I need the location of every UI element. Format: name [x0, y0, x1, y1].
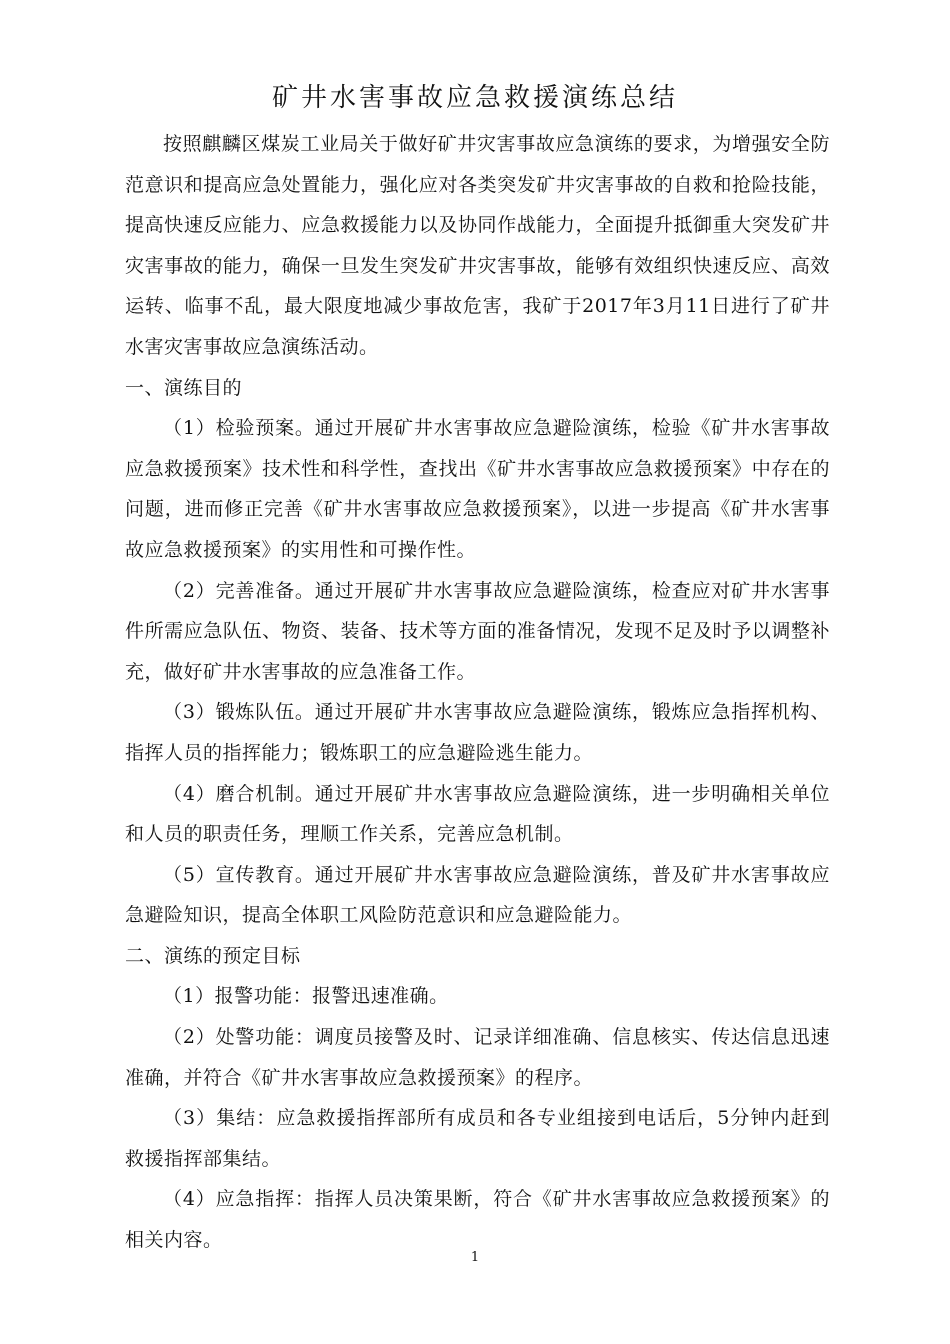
document-body: [125, 124, 830, 1261]
goal-item: （4）应急指挥：指挥人员决策果断，符合《矿井水害事故应急救援预案》的相关内容。: [125, 1188, 830, 1252]
page-number: 1: [470, 1250, 480, 1265]
document-title: 矿井水害事故应急救援演练总结: [271, 83, 678, 113]
purpose-item: （5）宣传教育。通过开展矿井水害事故应急避险演练，普及矿井水害事故应急避险知识，提高全体职工风险防范意识和应急避险能力。: [125, 863, 830, 927]
section-heading-goals: 二、演练的预定目标: [125, 944, 301, 967]
purpose-item: （4）磨合机制。通过开展矿井水害事故应急避险演练，进一步明确相关单位和人员的职责任务，理顺工作关系，完善应急机制。: [125, 782, 830, 846]
purpose-item: （1）检验预案。通过开展矿井水害事故应急避险演练，检验《矿井水害事故应急救援预案》技术性和科学性，查找出《矿井水害事故应急救援预案》中存在的问题，进而修正完善《矿井水害事故应急救援预案》，以进一步提高《矿井水害事故应急救援预案》的实用性和可操作性。: [125, 417, 830, 561]
goal-item: （2）处警功能：调度员接警及时、记录详细准确、信息核实、传达信息迅速准确，并符合《矿井水害事故应急救援预案》的程序。: [125, 1026, 830, 1089]
section-heading-purpose: 一、演练目的: [125, 376, 243, 399]
intro-paragraph: 按照麒麟区煤炭工业局关于做好矿井灾害事故应急演练的要求，为增强安全防范意识和提高应急处置能力，强化应对各类突发矿井灾害事故的自救和抢险技能，提高快速反应能力、应急救援能力以及协同作战能力，全面提升抵御重大突发矿井灾害事故的能力，确保一旦发生突发矿井灾害事故，能够有效组织快速反应、高效运转、临事不乱，最大限度地减少事故危害，我矿于2017年3月11日进行了矿井水害灾害事故应急演练活动。: [125, 133, 830, 358]
purpose-item: （3）锻炼队伍。通过开展矿井水害事故应急避险演练，锻炼应急指挥机构、指挥人员的指挥能力；锻炼职工的应急避险逃生能力。: [125, 701, 830, 764]
purpose-item: （2）完善准备。通过开展矿井水害事故应急避险演练，检查应对矿井水害事件所需应急队伍、物资、装备、技术等方面的准备情况，发现不足及时予以调整补充，做好矿井水害事故的应急准备工作。: [125, 579, 830, 683]
goal-item: （3）集结：应急救援指挥部所有成员和各专业组接到电话后，5分钟内赶到救援指挥部集结。: [125, 1107, 830, 1170]
goal-item: （1）报警功能：报警迅速准确。: [163, 985, 449, 1008]
